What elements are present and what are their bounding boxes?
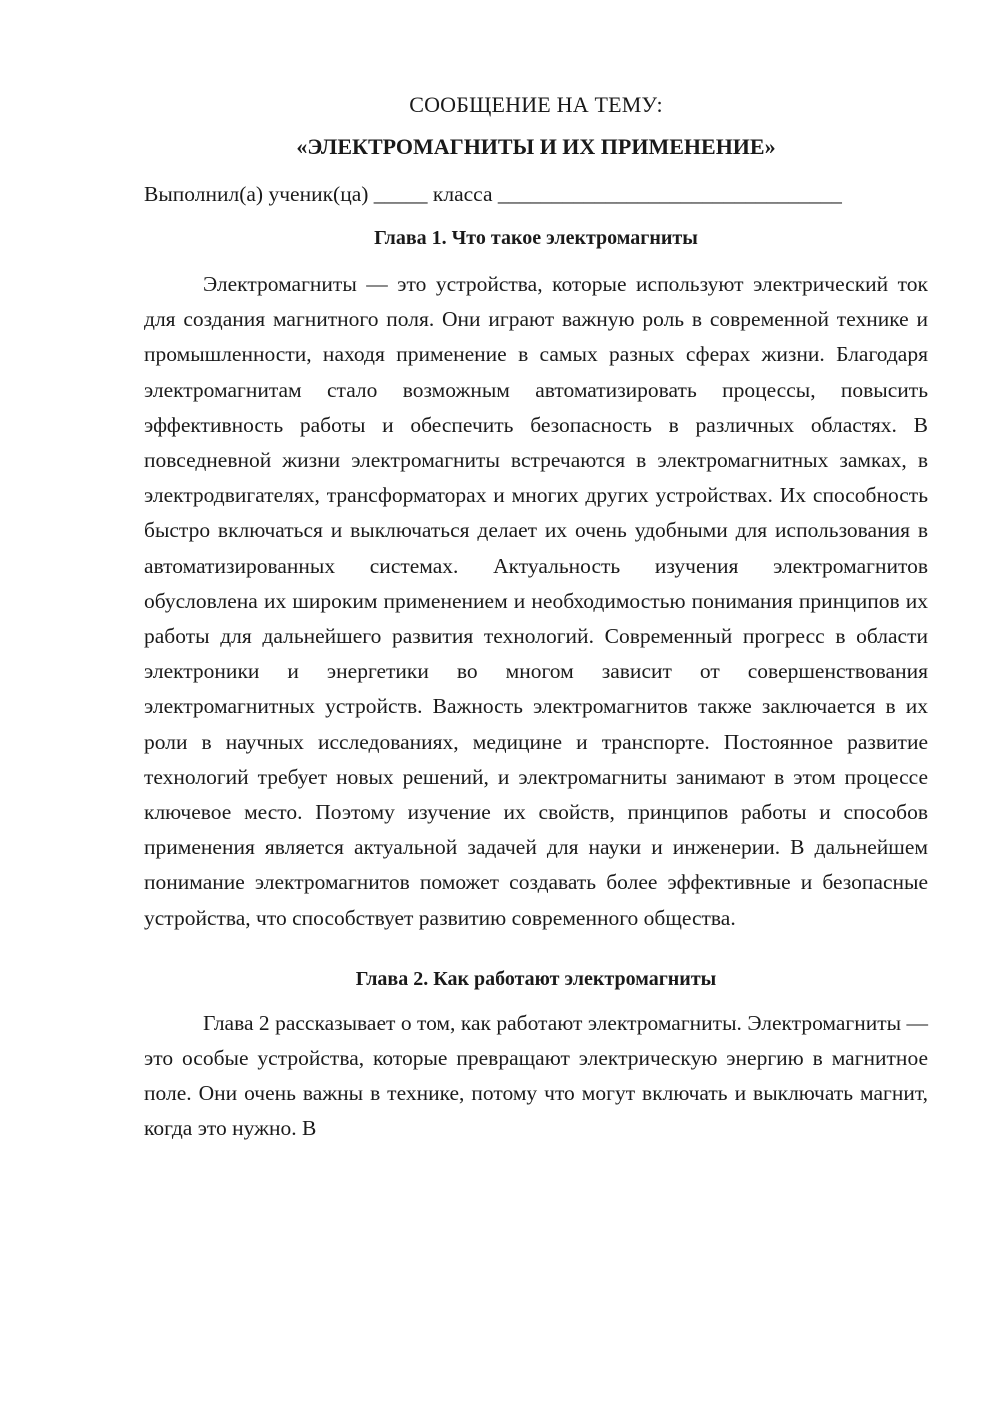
author-line: Выполнил(а) ученик(ца) _____ класса ________________________________ [144,182,842,206]
chapter-1-title: Глава 1. Что такое электромагниты [374,227,698,249]
chapter-2-paragraph: Глава 2 рассказывает о том, как работают электромагниты. Электромагниты — это особые устройства, которые превращают электрическую энергию в магнитное поле. Они очень важны в технике, потому что могут включать и выключать магнит, когда это нужно. В [144,1010,928,1141]
document-page [144,90,928,1147]
document-title: «ЭЛЕКТРОМАГНИТЫ И ИХ ПРИМЕНЕНИЕ» [296,134,776,159]
chapter-1-paragraph: Электромагниты — это устройства, которые используют электрический ток для создания магнитного поля. Они играют важную роль в современной технике и промышленности, находя применение в самых разных сферах жизни. Благодаря электромагнитам стало возможным автоматизировать процессы, повысить эффективность работы и обеспечить безопасность в различных областях. В повседневной жизни электромагниты встречаются в электромагнитных замках, в электродвигателях, трансформаторах и многих других устройствах. Их способность быстро включаться и выключаться делает их очень удобными для использования в автоматизированных системах. Актуальность изучения электромагнитов обусловлена их широким применением и необходимостью понимания принципов их работы для дальнейшего развития технологий. Современный прогресс в области электроники и энергетики во многом зависит от совершенствования электромагнитных устройств. Важность электромагнитов также заключается в их роли в научных исследованиях, медицине и транспорте. Постоянное развитие технологий требует новых решений, и электромагниты занимают в этом процессе ключевое место. Поэтому изучение их свойств, принципов работы и способов применения является актуальной задачей для науки и инженерии. В дальнейшем понимание электромагнитов поможет создавать более эффективные и безопасные устройства, что способствует развитию современного общества. [144,272,928,930]
document-header-line1: СООБЩЕНИЕ НА ТЕМУ: [409,92,663,117]
chapter-2-title: Глава 2. Как работают электромагниты [355,967,717,990]
